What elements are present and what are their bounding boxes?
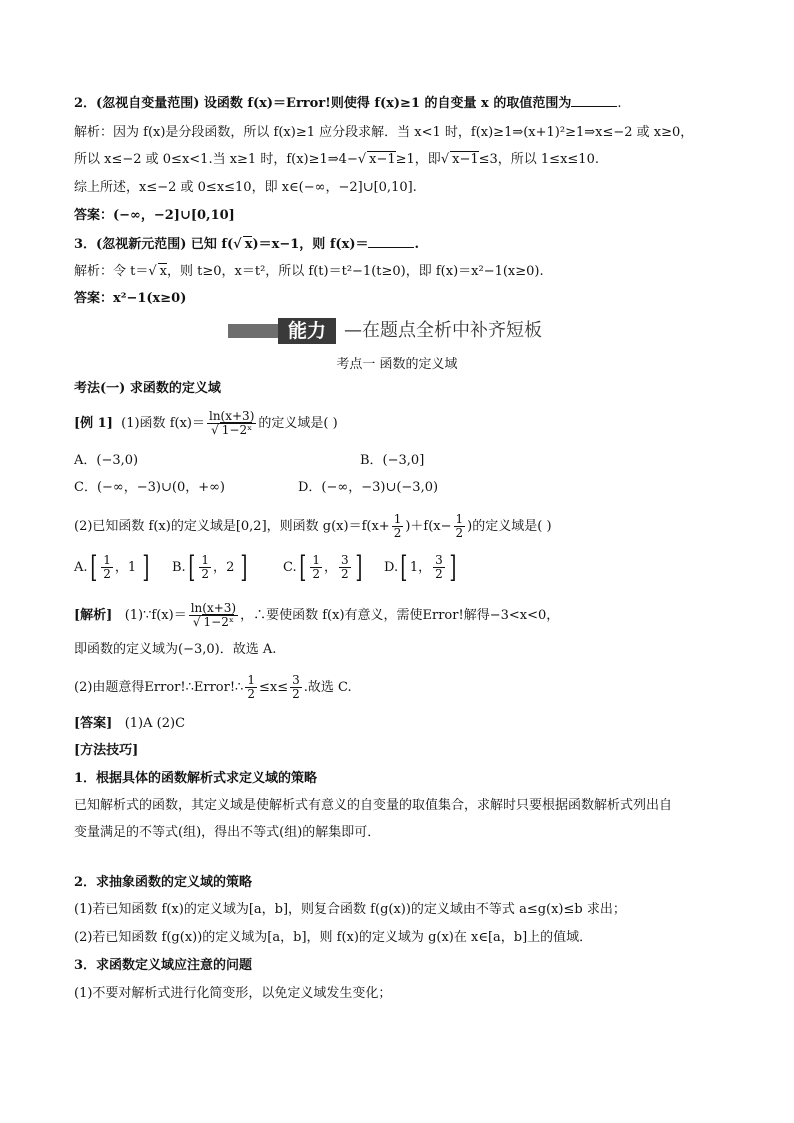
example-1-option-a: A．(−3,0) (74, 453, 139, 468)
banner-tag: 能力 (278, 318, 336, 344)
example-1-option-d: D．(−∞，−3)∪(−3,0) (298, 480, 439, 495)
example-1-q2: (2)已知函数 f(x)的定义域是[0,2]，则函数 g(x)＝f(x+ $\frac{1}{2}$ )＋f(x− $\frac{1}{2}$ )的定义域是( ) (74, 512, 552, 540)
answer-blank (368, 235, 414, 248)
example-1-q1: [例 1] (1)函数 f(x)＝ $\frac{\ln(x+3)}{\text{√ 1−2ˣ}}$ 的定义域是( ) (74, 409, 338, 437)
problem-2-solution-line-1: 解析：因为 f(x)是分段函数，所以 f(x)≥1 应分段求解．当 x<1 时，f(x)≥1⇒(x+1)²≥1⇒x≤−2 或 x≥0， (74, 125, 694, 140)
answer-blank (571, 94, 617, 107)
tip-2-line-1: (1)若已知函数 f(x)的定义域为[a，b]，则复合函数 f(g(x))的定义域由不等式 a≤g(x)≤b 求出； (74, 902, 626, 917)
tip-2-line-2: (2)若已知函数 f(g(x))的定义域为[a，b]，则 f(x)的定义域为 g(x)在 x∈[a，b]上的值域． (74, 930, 593, 945)
example-1-q2-option-a: A.[ $\frac{1}{2}$ ，1 ] (74, 549, 150, 585)
problem-2-question: 2．(忽视自变量范围) 设函数 f(x)＝Error!则使得 f(x)≥1 的自变量 x 的取值范围为 . (74, 96, 622, 111)
tip-1-line-1: 已知解析式的函数，其定义域是使解析式有意义的自变量的取值集合，求解时只要根据函数解析式列出自 (74, 798, 673, 813)
example-1-option-b: B．(−3,0] (360, 453, 425, 468)
example-1-q2-option-d: D.[ 1， $\frac{3}{2}$ ] (384, 549, 457, 585)
problem-2-answer: 答案：(−∞，−2]∪[0,10] (74, 208, 235, 223)
banner-subtitle: —在题点全析中补齐短板 (344, 320, 542, 341)
tips-title: [方法技巧] (74, 743, 139, 758)
banner-bar (228, 324, 278, 338)
tip-1-title: 1．根据具体的函数解析式求定义域的策略 (74, 771, 318, 786)
tip-3-title: 3．求函数定义域应注意的问题 (74, 958, 253, 973)
analysis-line-1: [解析] (1)∵f(x)＝ $\frac{\ln(x+3)}{\text{√ 1−2ˣ}}$ ，∴要使函数 f(x)有意义，需使Error!解得−3<x<0， (74, 601, 560, 629)
problem-2-solution-line-3: 综上所述，x≤−2 或 0≤x≤10，即 x∈(−∞，−2]∪[0,10]. (74, 180, 417, 195)
ability-banner (228, 318, 568, 344)
section-title: 考点一 函数的定义域 (336, 357, 458, 372)
method-1-title: 考法(一) 求函数的定义域 (74, 381, 221, 396)
problem-3-answer: 答案：x²−1(x≥0) (74, 291, 187, 306)
tip-2-title: 2．求抽象函数的定义域的策略 (74, 875, 253, 890)
fraction: $\frac{\ln(x+3)}{\text{√ 1−2ˣ}}$ (208, 409, 255, 437)
analysis-line-3: (2)由题意得Error!∴Error!∴ $\frac{1}{2}$ ≤x≤ $\frac{3}{2}$ .故选 C. (74, 673, 352, 701)
answer-line: [答案] (1)A (2)C (74, 716, 186, 731)
tip-1-line-2: 变量满足的不等式(组)，得出不等式(组)的解集即可． (74, 825, 381, 840)
example-1-option-c: C．(−∞，−3)∪(0，+∞) (74, 480, 226, 495)
example-1-q2-option-b: B.[ $\frac{1}{2}$ ，2 ] (172, 549, 248, 585)
problem-3-solution: 解析：令 t＝√ x，则 t≥0，x＝t²，所以 f(t)＝t²−1(t≥0)，即 f(x)＝x²−1(x≥0). (74, 264, 544, 279)
example-1-q2-option-c: C.[ $\frac{1}{2}$ ， $\frac{3}{2}$ ] (283, 549, 363, 585)
tip-3-line-1: (1)不要对解析式进行化简变形，以免定义域发生变化； (74, 986, 392, 1001)
problem-2-solution-line-2: 所以 x≤−2 或 0≤x<1.当 x≥1 时，f(x)≥1⇒4−√ x−1≥1，即√ x−1≤3，所以 1≤x≤10. (74, 152, 599, 167)
analysis-line-2: 即函数的定义域为(−3,0)．故选 A. (74, 642, 277, 657)
problem-3-question: 3．(忽视新元范围) 已知 f(√ x)＝x−1，则 f(x)＝ . (74, 237, 420, 252)
